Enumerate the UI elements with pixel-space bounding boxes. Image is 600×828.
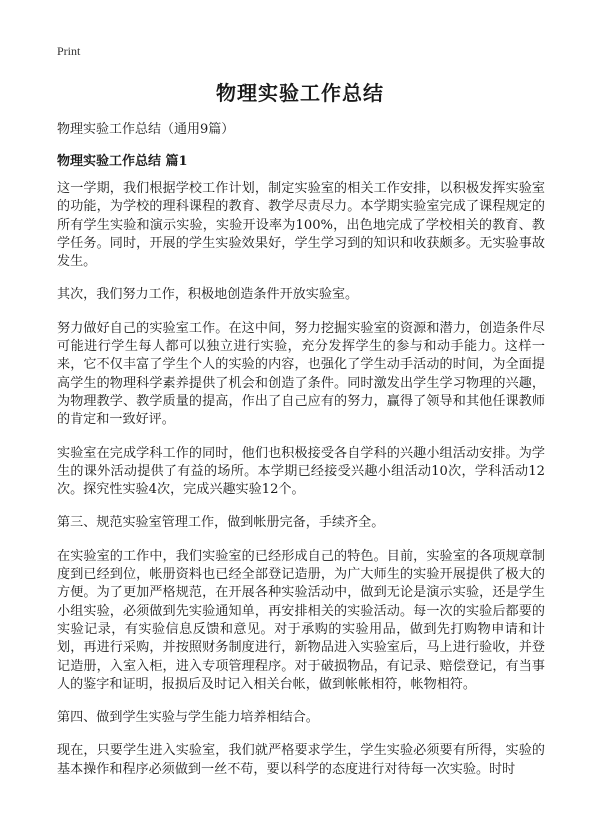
- paragraph: 努力做好自己的实验室工作。在这中间，努力挖掘实验室的资源和潜力，创造条件尽可能进行学生每人都可以独立进行实验，充分发挥学生的参与和动手能力。这样一来，它不仅丰富了学生个人的实验的内容，也强化了学生动手活动的时间，为全面提高学生的物理科学素养提供了机会和创造了条件。同时激发出学生学习物理的兴趣，为物理教学、教学质量的提高，作出了自己应有的努力，赢得了领导和其他任课教师的肯定和一致好评。: [57, 320, 545, 428]
- print-link[interactable]: Print: [57, 44, 81, 58]
- paragraph: 这一学期，我们根据学校工作计划，制定实验室的相关工作安排，以积极发挥实验室的功能，为学校的理科课程的教育、教学尽责尽力。本学期实验室完成了课程规定的所有学生实验和演示实验，实验开设率为100%，出色地完成了学校相关的教育、教学任务。同时，开展的学生实验效果好，学生学习到的知识和收获颇多。无实验事故发生。: [57, 181, 545, 270]
- paragraph: 现在，只要学生进入实验室，我们就严格要求学生，学生实验必须要有所得，实验的基本操作和程序必须做到一丝不苟，要以科学的态度进行对待每一次实验。时时: [57, 743, 545, 777]
- paragraph: 第三、规范实验室管理工作，做到帐册完备，手续齐全。: [57, 515, 385, 531]
- document-title: 物理实验工作总结: [216, 81, 384, 105]
- paragraph: 实验室在完成学科工作的同时，他们也积极接受各自学科的兴趣小组活动安排。为学生的课外活动提供了有益的场所。本学期已经接受兴趣小组活动10次，学科活动12次。探究性实验4次，完成兴趣实验12个。: [57, 445, 545, 498]
- section-heading: 物理实验工作总结 篇1: [57, 154, 188, 169]
- document-body: [57, 180, 545, 794]
- paragraph: 第四、做到学生实验与学生能力培养相结合。: [57, 710, 319, 726]
- document-subtitle: 物理实验工作总结（通用9篇）: [57, 122, 235, 137]
- paragraph: 在实验室的工作中，我们实验室的已经形成自己的特色。目前，实验室的各项规章制度到已经到位，帐册资料也已经全部登记造册，为广大师生的实验开展提供了极大的方便。为了更加严格规范，在开展各种实验活动中，做到无论是演示实验，还是学生小组实验，必须做到先实验通知单，再安排相关的实验活动。每一次的实验后都要的实验记录，有实验信息反馈和意见。对于承购的实验用品，做到先打购物申请和计划，再进行采购，并按照财务制度进行，新物品进入实验室后，马上进行验收，并登记造册，入室入柜，进入专项管理程序。对于破损物品，有记录、赔偿登记，有当事人的鉴字和证明，报损后及时记入相关台帐，做到帐帐相符，帐物相符。: [57, 548, 545, 692]
- paragraph: 其次，我们努力工作，积极地创造条件开放实验室。: [57, 287, 359, 303]
